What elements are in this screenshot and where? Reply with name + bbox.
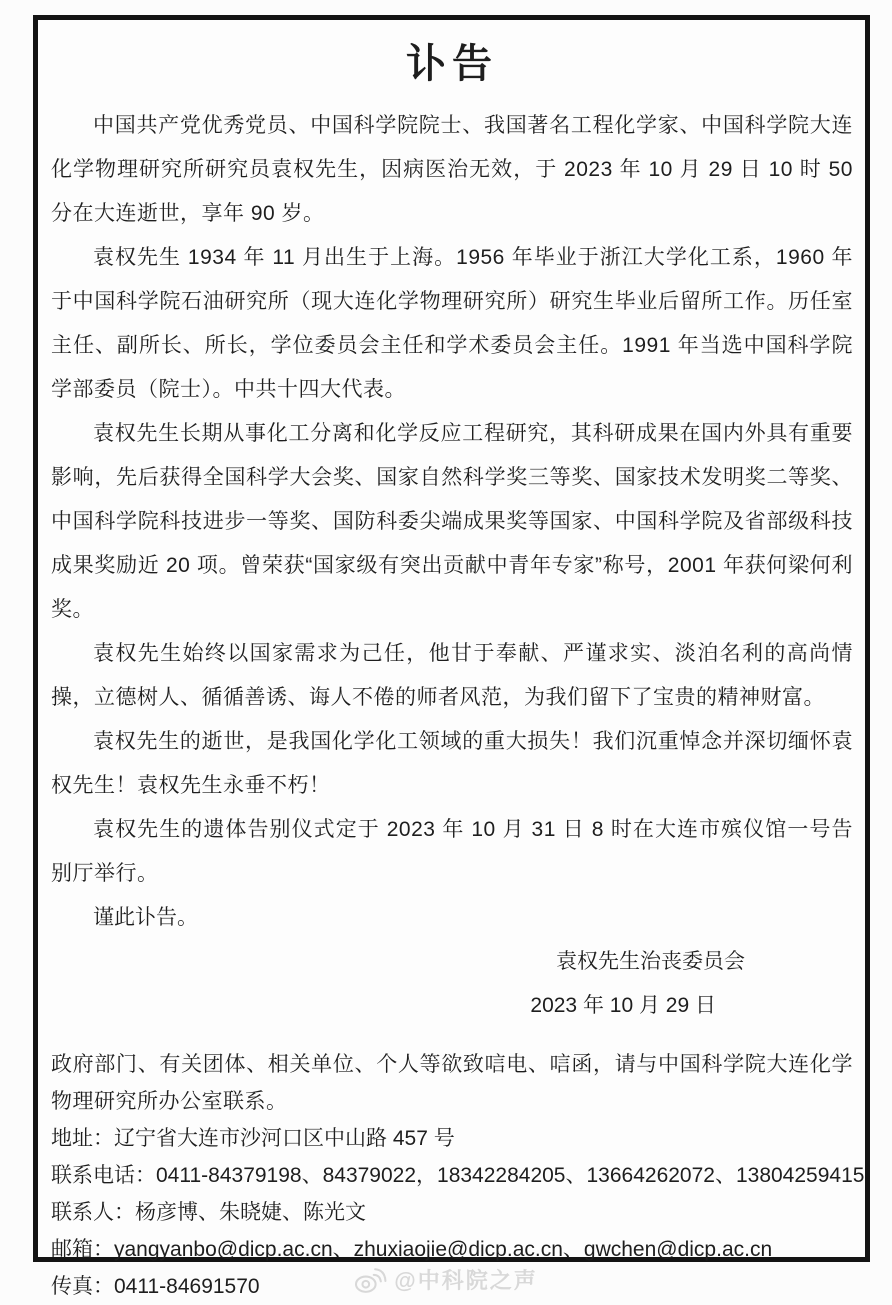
body-paragraph: 袁权先生的遗体告别仪式定于 2023 年 10 月 31 日 8 时在大连市殡仪馆一号告别厅举行。 — [51, 818, 853, 885]
watermark — [0, 1264, 892, 1295]
contact-label: 传真： — [51, 1275, 114, 1298]
contact-notice: 政府部门、有关团体、相关单位、个人等欲致唁电、唁函，请与中国科学院大连化学物理研究所办公室联系。 — [51, 1053, 853, 1113]
weibo-icon — [354, 1266, 386, 1294]
contact-line — [51, 1231, 853, 1268]
contact-label: 联系电话： — [51, 1164, 156, 1187]
contact-value: 辽宁省大连市沙河口区中山路 457 号 — [114, 1127, 455, 1150]
contact-label: 邮箱： — [51, 1238, 114, 1261]
contact-label: 地址： — [51, 1127, 114, 1150]
contact-value: 0411-84379198、84379022，18342284205、13664262072、13804259415 — [156, 1164, 865, 1187]
contact-value: 0411-84691570 — [114, 1275, 260, 1298]
contact-label: 联系人： — [51, 1201, 135, 1224]
contact-line — [51, 1194, 853, 1231]
body-paragraph: 袁权先生长期从事化工分离和化学反应工程研究，其科研成果在国内外具有重要影响，先后获得全国科学大会奖、国家自然科学奖三等奖、国家技术发明奖二等奖、中国科学院科技进步一等奖、国防科委尖端成果奖等国家、中国科学院及省部级科技成果奖励近 20 项。曾荣获“国家级有突出贡献中青年专家”称号，2001 年获何梁何利奖。 — [51, 422, 853, 621]
contact-value: yangyanbo@dicp.ac.cn、zhuxiaojie@dicp.ac.cn、gwchen@dicp.ac.cn — [114, 1238, 773, 1261]
signature-committee: 袁权先生治丧委员会 — [556, 950, 745, 973]
contact-line — [51, 1120, 853, 1157]
watermark-handle: @中科院之声 — [394, 1268, 538, 1293]
signature-date: 2023 年 10 月 29 日 — [530, 994, 716, 1017]
contact-line — [51, 1157, 865, 1194]
body-paragraph: 袁权先生始终以国家需求为己任，他甘于奉献、严谨求实、淡泊名利的高尚情操，立德树人、循循善诱、诲人不倦的师者风范，为我们留下了宝贵的精神财富。 — [51, 642, 853, 709]
body-paragraph: 袁权先生的逝世，是我国化学化工领域的重大损失！我们沉重悼念并深切缅怀袁权先生！袁权先生永垂不朽！ — [51, 730, 853, 797]
body-paragraph: 中国共产党优秀党员、中国科学院院士、我国著名工程化学家、中国科学院大连化学物理研究所研究员袁权先生，因病医治无效，于 2023 年 10 月 29 日 10 时 50 分在大连逝世，享年 90 岁。 — [51, 114, 853, 225]
closing-line: 谨此讣告。 — [93, 906, 198, 929]
page-title: 讣告 — [406, 42, 498, 86]
body-paragraphs — [51, 104, 853, 896]
body-paragraph: 袁权先生 1934 年 11 月出生于上海。1956 年毕业于浙江大学化工系，1960 年于中国科学院石油研究所（现大连化学物理研究所）研究生毕业后留所工作。历任室主任、副所长、所长，学位委员会主任和学术委员会主任。1991 年当选中国科学院学部委员（院士）。中共十四大代表。 — [51, 246, 853, 401]
contact-value: 杨彦博、朱晓婕、陈光文 — [135, 1201, 366, 1224]
